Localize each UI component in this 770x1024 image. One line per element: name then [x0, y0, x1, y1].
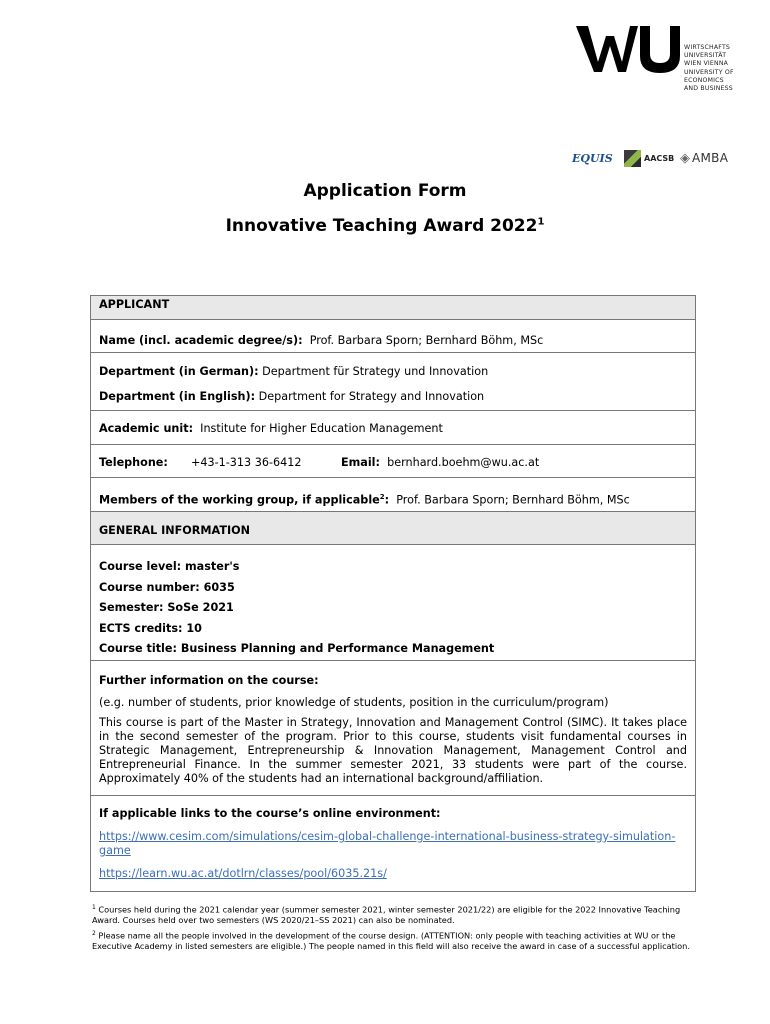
logo-line: WIRTSCHAFTS: [684, 44, 731, 51]
further-info-label: Further information on the course:: [99, 674, 319, 687]
applicant-header: APPLICANT: [91, 296, 695, 319]
amba-mark: AMBA: [692, 151, 729, 165]
unit-value: Institute for Higher Education Management: [200, 422, 443, 435]
phone-label: Telephone:: [99, 456, 168, 469]
logo-line: UNIVERSITÄT: [684, 52, 727, 60]
members-row: [91, 477, 695, 511]
members-value: Prof. Barbara Sporn; Bernhard Böhm, MSc: [396, 493, 630, 507]
contact-row: [91, 444, 695, 477]
footnote-number: 2: [92, 930, 96, 938]
semester: Semester: SoSe 2021: [99, 601, 234, 614]
wu-logo: [576, 24, 688, 74]
university-name: [684, 44, 764, 93]
footnote-number: 1: [92, 904, 96, 911]
dept-en-label: Department (in English):: [99, 390, 256, 403]
email-value: bernhard.boehm@wu.ac.at: [387, 456, 540, 469]
further-info-row: [91, 660, 695, 795]
further-info-hint: (e.g. number of students, prior knowledge of students, position in the curriculum/program): [99, 696, 609, 709]
links-row: [91, 795, 695, 891]
name-row: [91, 319, 695, 352]
unit-label: Academic unit:: [99, 422, 194, 435]
phone-value: +43-1-313 36-6412: [191, 456, 302, 469]
ects-credits: ECTS credits: 10: [99, 621, 202, 635]
members-colon: :: [384, 493, 390, 507]
award-title: [0, 216, 770, 236]
footnote-2-text: Please name all the people involved in the development of the course design. (ATTENTION: only people with teaching activities at WU or the Executive Academy in listed semesters are eligible.) The people named in this field will also receive the award in case of a successful application.: [92, 930, 690, 952]
footnotes: [92, 903, 696, 955]
course-title: Course title: Business Planning and Performance Management: [99, 642, 495, 655]
links-label: If applicable links to the course’s online environment:: [99, 807, 441, 820]
name-label: Name (incl. academic degree/s):: [99, 334, 303, 347]
logo-line: WIEN VIENNA: [684, 60, 729, 68]
dept-de-label: Department (in German):: [99, 365, 259, 378]
footnote-1: [92, 903, 696, 925]
logo-line: AND BUSINESS: [684, 85, 733, 93]
equis-logo: [572, 144, 613, 172]
award-title-text: Innovative Teaching Award 2022: [225, 216, 538, 236]
cesim-link[interactable]: https://www.cesim.com/simulations/cesim-global-challenge-international-business-strategy-simulation-game: [99, 830, 676, 857]
amba-logo: [680, 144, 728, 172]
members-label: Members of the working group, if applicable: [99, 493, 380, 507]
aacsb-logo: [624, 144, 674, 172]
footnote-2: [92, 929, 696, 951]
name-value: Prof. Barbara Sporn; Bernhard Böhm, MSc: [309, 334, 544, 347]
logo-line: ECONOMICS: [684, 76, 724, 84]
application-form: [90, 295, 696, 892]
logo-line: UNIVERSITY OF: [684, 68, 734, 76]
general-info-header: GENERAL INFORMATION: [91, 511, 695, 544]
aacsb-mark: AACSB: [644, 153, 675, 163]
aacsb-icon: [624, 150, 641, 167]
dept-en-value: Department for Strategy and Innovation: [258, 390, 485, 403]
form-title: Application Form: [303, 181, 467, 201]
footnote-ref: 1: [537, 216, 545, 228]
email-label: Email:: [341, 456, 380, 469]
course-level: Course level: master's: [99, 560, 240, 573]
diamond-icon: ◈: [680, 150, 690, 166]
dept-de-value: Department für Strategy und Innovation: [262, 365, 489, 378]
course-info-row: [91, 544, 695, 660]
equis-mark: EQUIS: [572, 151, 613, 165]
course-number: Course number: 6035: [99, 580, 235, 594]
further-info-text: This course is part of the Master in Strategy, Innovation and Management Control (SIMC). It takes place in the second semester of the program. Prior to this course, students visit fundamental courses in Strategic Management, Entrepreneurship & Innovation Management, Management Control and Entrepreneurial Finance. In the summer semester 2021, 33 students were part of the course. Approximately 40% of the students had an international background/affiliation.: [99, 716, 687, 785]
footnote-ref: 2: [379, 493, 385, 501]
learn-wu-link[interactable]: https://learn.wu.ac.at/dotlrn/classes/pool/6035.21s/: [99, 867, 387, 880]
department-row: [91, 352, 695, 410]
footnote-1-text: Courses held during the 2021 calendar year (summer semester 2021, winter semester 2021/22) are eligible for the 2022 Innovative Teaching Award. Courses held over two semesters (WS 2020/21–SS 2021) can also be nominated.: [92, 904, 681, 925]
academic-unit-row: [91, 410, 695, 444]
